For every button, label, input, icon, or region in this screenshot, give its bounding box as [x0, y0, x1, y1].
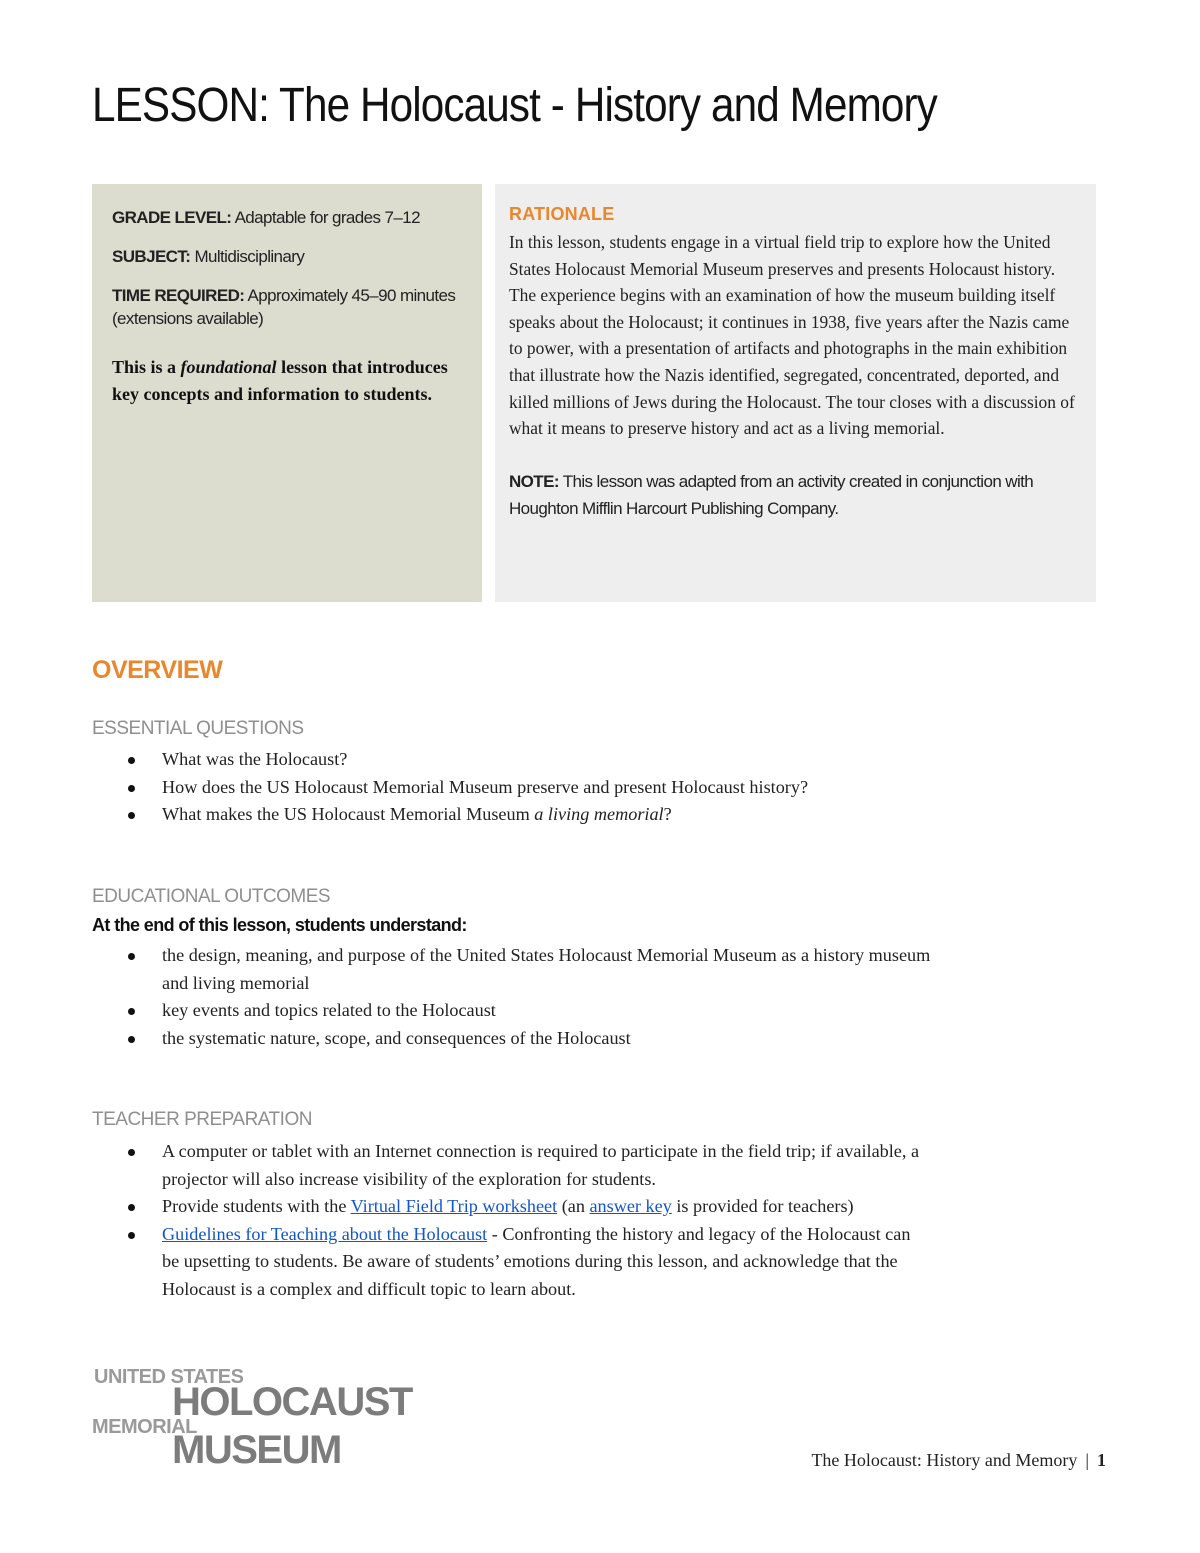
subject-value: Multidisciplinary	[194, 247, 305, 266]
list-item: What was the Holocaust?	[128, 746, 808, 774]
list-item	[128, 1193, 928, 1221]
page-footer	[811, 1450, 1106, 1471]
rationale-heading: RATIONALE	[509, 204, 615, 224]
list-item: the systematic nature, scope, and consequences of the Holocaust	[128, 1025, 938, 1053]
list-item: How does the US Holocaust Memorial Museum preserve and present Holocaust history?	[128, 774, 808, 802]
time-required	[112, 284, 462, 330]
foundational-pre: This is a	[112, 357, 181, 377]
logo-line-2: HOLOCAUST	[172, 1380, 412, 1424]
grade-level-value: Adaptable for grades 7–12	[234, 208, 420, 227]
guidelines-link[interactable]: Guidelines for Teaching about the Holocaust	[162, 1223, 488, 1244]
ushmm-logo	[92, 1362, 412, 1472]
item3-post: - Confronting the history and legacy of the Holocaust can be upsetting to students. Be aware of students’ emotions during this lesson, and acknowledge that the Holocaust is a complex and difficult topic to learn about.	[162, 1223, 911, 1299]
list-item	[128, 1221, 928, 1304]
logo-line-3: MEMORIAL	[92, 1416, 197, 1438]
rationale-body: In this lesson, students engage in a virtual field trip to explore how the United States Holocaust Memorial Museum preserves and presents Holocaust history. The experience begins with an examination of how the museum building itself speaks about the Holocaust; it continues in 1938, five years after the Nazis came to power, with a presentation of artifacts and photographs in the main exhibition that illustrate how the Nazis identified, segregated, concentrated, deported, and killed millions of Jews during the Holocaust. The tour closes with a discussion of what it means to preserve history and act as a living memorial.	[509, 232, 1075, 439]
note-label: NOTE:	[509, 471, 559, 491]
foundational-post: lesson that introduces key concepts and information to students.	[112, 357, 448, 404]
list-item: the design, meaning, and purpose of the United States Holocaust Memorial Museum as a history museum and living memorial	[128, 942, 938, 997]
outcomes-intro: At the end of this lesson, students understand:	[92, 915, 467, 935]
foundational-em: foundational	[180, 357, 277, 377]
outcomes-list	[128, 942, 938, 1052]
list-item: A computer or tablet with an Internet connection is required to participate in the field trip; if available, a projector will also increase visibility of the exploration for students.	[128, 1138, 928, 1193]
q3-em: a living memorial	[534, 804, 664, 825]
logo-line-4: MUSEUM	[172, 1428, 341, 1472]
grade-level	[112, 206, 462, 229]
teacher-prep-list	[128, 1138, 928, 1304]
q3-pre: What makes the US Holocaust Memorial Museum	[162, 804, 535, 825]
answer-key-link[interactable]: answer key	[589, 1196, 672, 1217]
logo-line-1: UNITED STATES	[94, 1366, 244, 1388]
item2-pre: Provide students with the	[162, 1196, 351, 1217]
subject-label: SUBJECT:	[112, 247, 191, 266]
essential-questions-list	[128, 746, 808, 829]
rationale-note	[509, 468, 1082, 522]
item2-mid: (an	[557, 1196, 590, 1217]
overview-heading: OVERVIEW	[92, 656, 223, 684]
page-number: 1	[1097, 1450, 1106, 1470]
list-item	[128, 801, 808, 829]
footer-separator: |	[1085, 1450, 1089, 1470]
grade-level-label: GRADE LEVEL:	[112, 208, 232, 227]
list-item: key events and topics related to the Holocaust	[128, 997, 938, 1025]
rationale-box	[495, 184, 1096, 602]
time-required-value: Approximately 45–90 minutes (extensions available)	[112, 286, 456, 328]
educational-outcomes-heading: EDUCATIONAL OUTCOMES	[92, 886, 331, 907]
teacher-preparation-heading: TEACHER PREPARATION	[92, 1109, 312, 1130]
subject	[112, 245, 462, 268]
q3-post: ?	[663, 804, 672, 825]
footer-doc-title: The Holocaust: History and Memory	[811, 1450, 1078, 1470]
lesson-title: LESSON: The Holocaust - History and Memory	[92, 79, 937, 132]
virtual-field-trip-worksheet-link[interactable]: Virtual Field Trip worksheet	[350, 1196, 558, 1217]
essential-questions-heading: ESSENTIAL QUESTIONS	[92, 718, 304, 739]
foundational-note	[112, 354, 462, 408]
lesson-info-box	[92, 184, 482, 602]
item2-post: is provided for teachers)	[671, 1196, 854, 1217]
time-required-label: TIME REQUIRED:	[112, 286, 245, 305]
note-text: This lesson was adapted from an activity created in conjunction with Houghton Mifflin Harcourt Publishing Company.	[509, 471, 1034, 518]
